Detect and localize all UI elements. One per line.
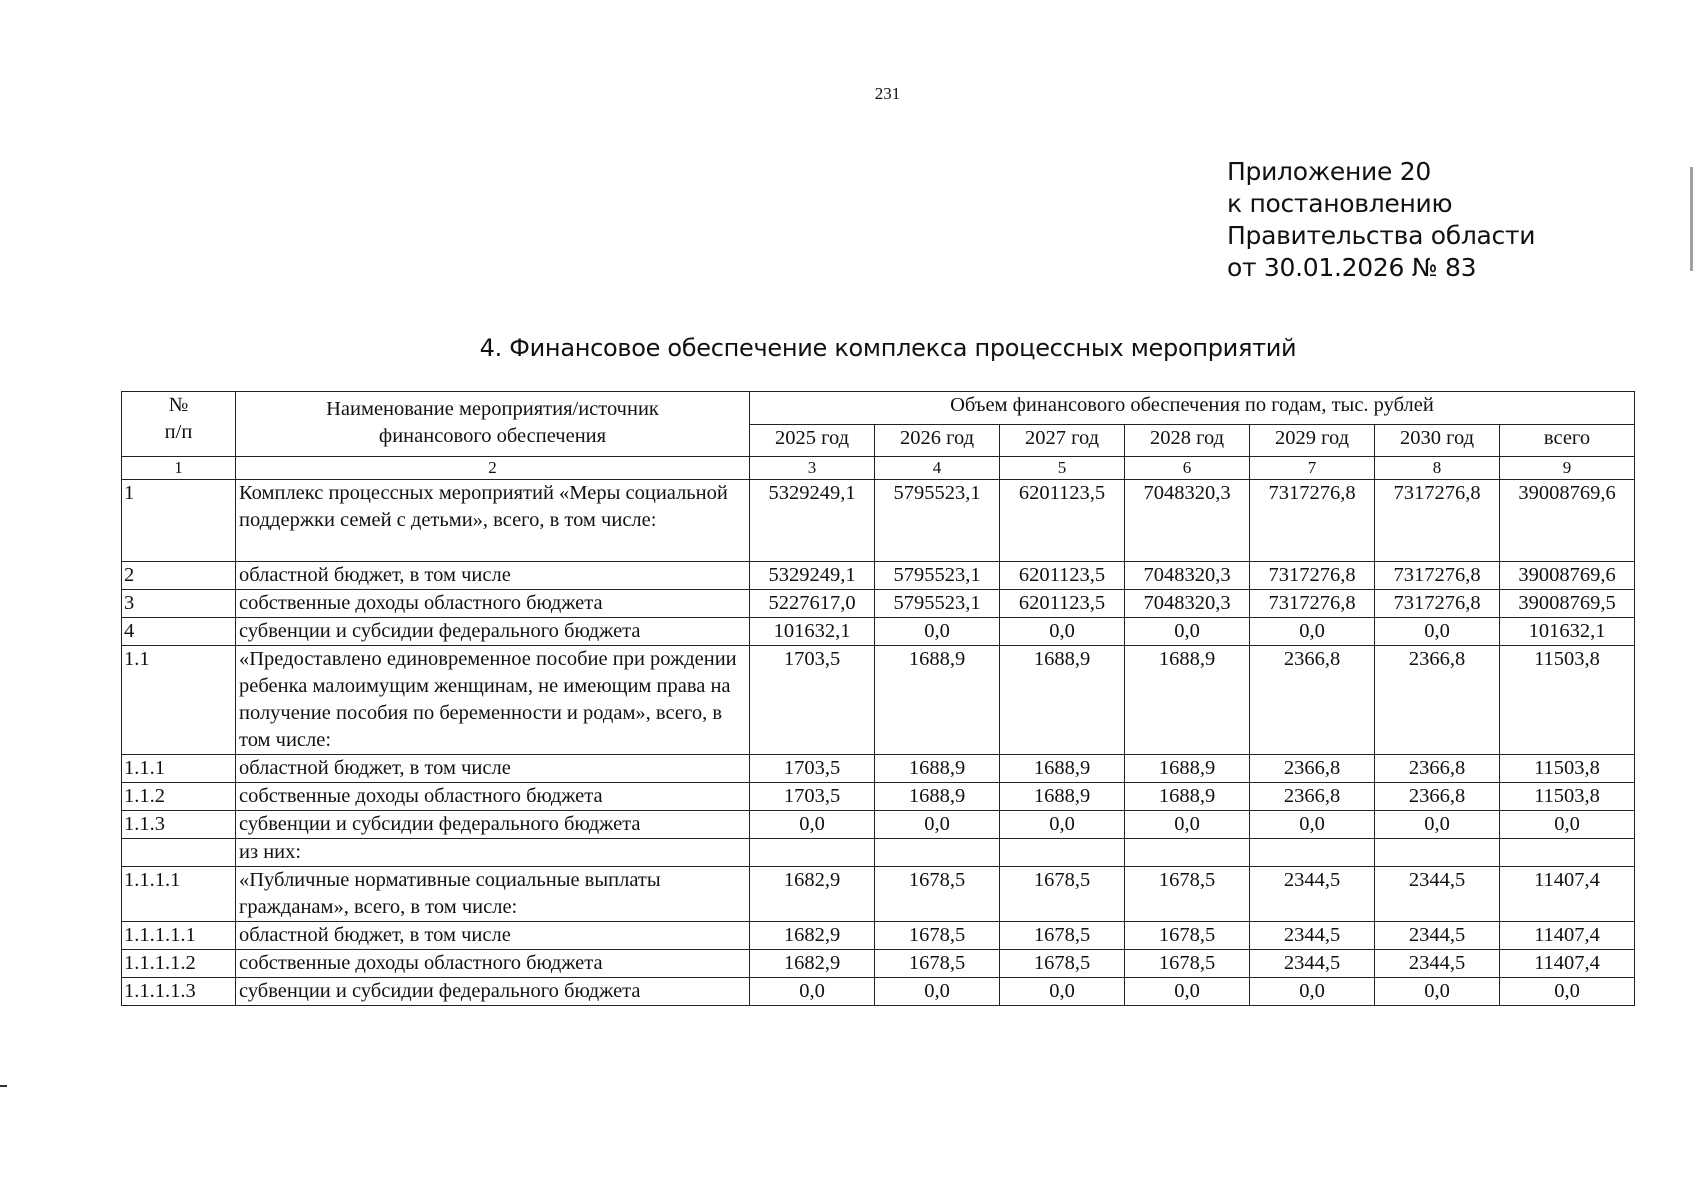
table-row [122, 922, 1635, 950]
row-value-cell: 2344,5 [1250, 867, 1375, 922]
row-value-cell: 5329249,1 [750, 562, 875, 590]
row-value-cell: 2366,8 [1375, 783, 1500, 811]
row-value-cell [750, 839, 875, 867]
row-value-cell: 1688,9 [875, 646, 1000, 755]
row-number-cell: 1.1.1 [122, 755, 236, 783]
appendix-line: от 30.01.2026 № 83 [1227, 253, 1477, 282]
row-number-cell: 1 [122, 480, 236, 562]
row-value-cell: 1703,5 [750, 783, 875, 811]
row-total-cell: 11407,4 [1500, 922, 1635, 950]
header-year-cell: 2027 год [1000, 425, 1125, 457]
table-row [122, 839, 1635, 867]
table-row [122, 978, 1635, 1006]
row-value-cell: 1688,9 [1125, 783, 1250, 811]
row-value-cell: 1688,9 [1000, 783, 1125, 811]
row-value-cell: 7317276,8 [1250, 590, 1375, 618]
row-name-cell: областной бюджет, в том числе [236, 922, 750, 950]
row-value-cell: 1678,5 [1000, 922, 1125, 950]
row-total-cell: 11503,8 [1500, 783, 1635, 811]
appendix-line: к постановлению [1227, 189, 1453, 218]
row-value-cell: 1678,5 [875, 922, 1000, 950]
row-number-cell: 1.1.1.1.2 [122, 950, 236, 978]
column-index-cell: 3 [750, 457, 875, 480]
row-name-cell: областной бюджет, в том числе [236, 562, 750, 590]
row-value-cell: 7317276,8 [1250, 480, 1375, 562]
row-name-cell: собственные доходы областного бюджета [236, 590, 750, 618]
column-index-cell: 7 [1250, 457, 1375, 480]
row-value-cell: 2366,8 [1250, 755, 1375, 783]
row-value-cell: 1678,5 [1000, 867, 1125, 922]
row-number-cell: 4 [122, 618, 236, 646]
row-value-cell: 0,0 [1000, 811, 1125, 839]
row-value-cell: 1682,9 [750, 950, 875, 978]
header-year-cell: 2029 год [1250, 425, 1375, 457]
row-value-cell: 1678,5 [875, 950, 1000, 978]
row-total-cell: 11503,8 [1500, 646, 1635, 755]
row-value-cell: 1678,5 [1125, 950, 1250, 978]
table-header-row [122, 392, 1635, 425]
row-total-cell: 11503,8 [1500, 755, 1635, 783]
header-number-cell: № п/п [122, 392, 236, 457]
row-value-cell: 2366,8 [1375, 755, 1500, 783]
row-value-cell: 1678,5 [1125, 867, 1250, 922]
row-value-cell [1125, 839, 1250, 867]
table-row [122, 618, 1635, 646]
row-value-cell: 1688,9 [1125, 755, 1250, 783]
column-index-cell: 8 [1375, 457, 1500, 480]
row-total-cell: 0,0 [1500, 811, 1635, 839]
row-value-cell: 1688,9 [1125, 646, 1250, 755]
row-value-cell: 1688,9 [875, 783, 1000, 811]
column-index-row [122, 457, 1635, 480]
row-value-cell: 1678,5 [1000, 950, 1125, 978]
row-number-cell: 2 [122, 562, 236, 590]
row-value-cell: 2344,5 [1375, 922, 1500, 950]
row-number-cell: 3 [122, 590, 236, 618]
row-value-cell: 1678,5 [875, 867, 1000, 922]
table-row [122, 755, 1635, 783]
row-value-cell: 1703,5 [750, 755, 875, 783]
row-value-cell: 1688,9 [875, 755, 1000, 783]
row-value-cell: 5795523,1 [875, 480, 1000, 562]
row-value-cell: 2366,8 [1375, 646, 1500, 755]
row-value-cell: 7048320,3 [1125, 480, 1250, 562]
row-value-cell: 0,0 [875, 618, 1000, 646]
row-value-cell: 0,0 [1375, 978, 1500, 1006]
row-total-cell: 0,0 [1500, 978, 1635, 1006]
table-row [122, 590, 1635, 618]
row-value-cell: 2344,5 [1250, 950, 1375, 978]
appendix-line: Правительства области [1227, 221, 1536, 250]
row-value-cell: 2344,5 [1375, 867, 1500, 922]
row-value-cell: 7048320,3 [1125, 562, 1250, 590]
table-row [122, 646, 1635, 755]
row-value-cell: 0,0 [1375, 618, 1500, 646]
row-value-cell: 5795523,1 [875, 590, 1000, 618]
row-total-cell [1500, 839, 1635, 867]
header-name-cell: Наименование мероприятия/источник финансового обеспечения [236, 392, 750, 457]
header-volume-cell: Объем финансового обеспечения по годам, тыс. рублей [750, 392, 1635, 425]
row-value-cell: 2344,5 [1375, 950, 1500, 978]
row-number-cell: 1.1 [122, 646, 236, 755]
row-value-cell: 7317276,8 [1375, 562, 1500, 590]
row-value-cell: 5329249,1 [750, 480, 875, 562]
table-row [122, 783, 1635, 811]
row-value-cell: 0,0 [1000, 618, 1125, 646]
table-row [122, 562, 1635, 590]
financing-table [121, 391, 1635, 1006]
table-title: 4. Финансовое обеспечение комплекса процессных мероприятий [479, 334, 1297, 362]
row-number-cell: 1.1.1.1.1 [122, 922, 236, 950]
row-value-cell: 1688,9 [1000, 755, 1125, 783]
row-value-cell: 0,0 [750, 978, 875, 1006]
row-name-cell: субвенции и субсидии федерального бюджета [236, 811, 750, 839]
row-name-cell: областной бюджет, в том числе [236, 755, 750, 783]
row-value-cell: 0,0 [750, 811, 875, 839]
row-value-cell: 0,0 [1375, 811, 1500, 839]
row-name-cell: Комплекс процессных мероприятий «Меры социальной поддержки семей с детьми», всего, в том числе: [236, 480, 750, 562]
table-row [122, 480, 1635, 562]
header-total-cell: всего [1500, 425, 1635, 457]
row-value-cell [1375, 839, 1500, 867]
row-value-cell: 1678,5 [1125, 922, 1250, 950]
row-name-cell: собственные доходы областного бюджета [236, 950, 750, 978]
row-value-cell: 6201123,5 [1000, 590, 1125, 618]
table-row [122, 950, 1635, 978]
row-name-cell: «Предоставлено единовременное пособие при рождении ребенка малоимущим женщинам, не имеющим права на получение пособия по беременности и родам», всего, в том числе: [236, 646, 750, 755]
row-name-cell: субвенции и субсидии федерального бюджета [236, 618, 750, 646]
row-value-cell: 0,0 [1000, 978, 1125, 1006]
row-total-cell: 11407,4 [1500, 950, 1635, 978]
row-value-cell: 0,0 [1250, 618, 1375, 646]
row-value-cell: 2366,8 [1250, 646, 1375, 755]
row-value-cell: 1682,9 [750, 922, 875, 950]
row-number-cell: 1.1.3 [122, 811, 236, 839]
row-value-cell: 0,0 [875, 811, 1000, 839]
column-index-cell: 6 [1125, 457, 1250, 480]
row-total-cell: 39008769,5 [1500, 590, 1635, 618]
row-value-cell [875, 839, 1000, 867]
column-index-cell: 5 [1000, 457, 1125, 480]
row-number-cell: 1.1.2 [122, 783, 236, 811]
appendix-line: Приложение 20 [1227, 157, 1431, 186]
row-value-cell: 7317276,8 [1375, 480, 1500, 562]
row-name-cell: «Публичные нормативные социальные выплаты гражданам», всего, в том числе: [236, 867, 750, 922]
row-value-cell: 5795523,1 [875, 562, 1000, 590]
row-value-cell: 0,0 [1125, 618, 1250, 646]
row-value-cell: 101632,1 [750, 618, 875, 646]
row-value-cell: 7317276,8 [1250, 562, 1375, 590]
row-name-cell: собственные доходы областного бюджета [236, 783, 750, 811]
row-value-cell: 7317276,8 [1375, 590, 1500, 618]
header-year-cell: 2028 год [1125, 425, 1250, 457]
row-value-cell: 1682,9 [750, 867, 875, 922]
table-row [122, 867, 1635, 922]
row-number-cell: 1.1.1.1.3 [122, 978, 236, 1006]
column-index-cell: 9 [1500, 457, 1635, 480]
page-number: 231 [874, 84, 901, 103]
appendix-reference [1227, 156, 1535, 284]
row-value-cell: 1703,5 [750, 646, 875, 755]
row-value-cell: 7048320,3 [1125, 590, 1250, 618]
column-index-cell: 2 [236, 457, 750, 480]
column-index-cell: 1 [122, 457, 236, 480]
row-value-cell: 5227617,0 [750, 590, 875, 618]
header-year-cell: 2030 год [1375, 425, 1500, 457]
row-value-cell: 0,0 [875, 978, 1000, 1006]
row-name-cell: субвенции и субсидии федерального бюджета [236, 978, 750, 1006]
table-row [122, 811, 1635, 839]
row-total-cell: 11407,4 [1500, 867, 1635, 922]
row-total-cell: 101632,1 [1500, 618, 1635, 646]
row-value-cell: 2344,5 [1250, 922, 1375, 950]
row-value-cell: 0,0 [1250, 811, 1375, 839]
column-index-cell: 4 [875, 457, 1000, 480]
row-value-cell: 0,0 [1125, 978, 1250, 1006]
row-value-cell: 6201123,5 [1000, 480, 1125, 562]
row-number-cell: 1.1.1.1 [122, 867, 236, 922]
scan-margin-mark [1690, 167, 1693, 271]
row-value-cell: 6201123,5 [1000, 562, 1125, 590]
row-total-cell: 39008769,6 [1500, 562, 1635, 590]
row-name-cell: из них: [236, 839, 750, 867]
scan-edge-mark [0, 1085, 7, 1087]
row-value-cell: 0,0 [1125, 811, 1250, 839]
row-total-cell: 39008769,6 [1500, 480, 1635, 562]
row-value-cell: 0,0 [1250, 978, 1375, 1006]
row-value-cell: 2366,8 [1250, 783, 1375, 811]
row-value-cell: 1688,9 [1000, 646, 1125, 755]
header-year-cell: 2025 год [750, 425, 875, 457]
header-year-cell: 2026 год [875, 425, 1000, 457]
row-value-cell [1250, 839, 1375, 867]
row-value-cell [1000, 839, 1125, 867]
row-number-cell [122, 839, 236, 867]
